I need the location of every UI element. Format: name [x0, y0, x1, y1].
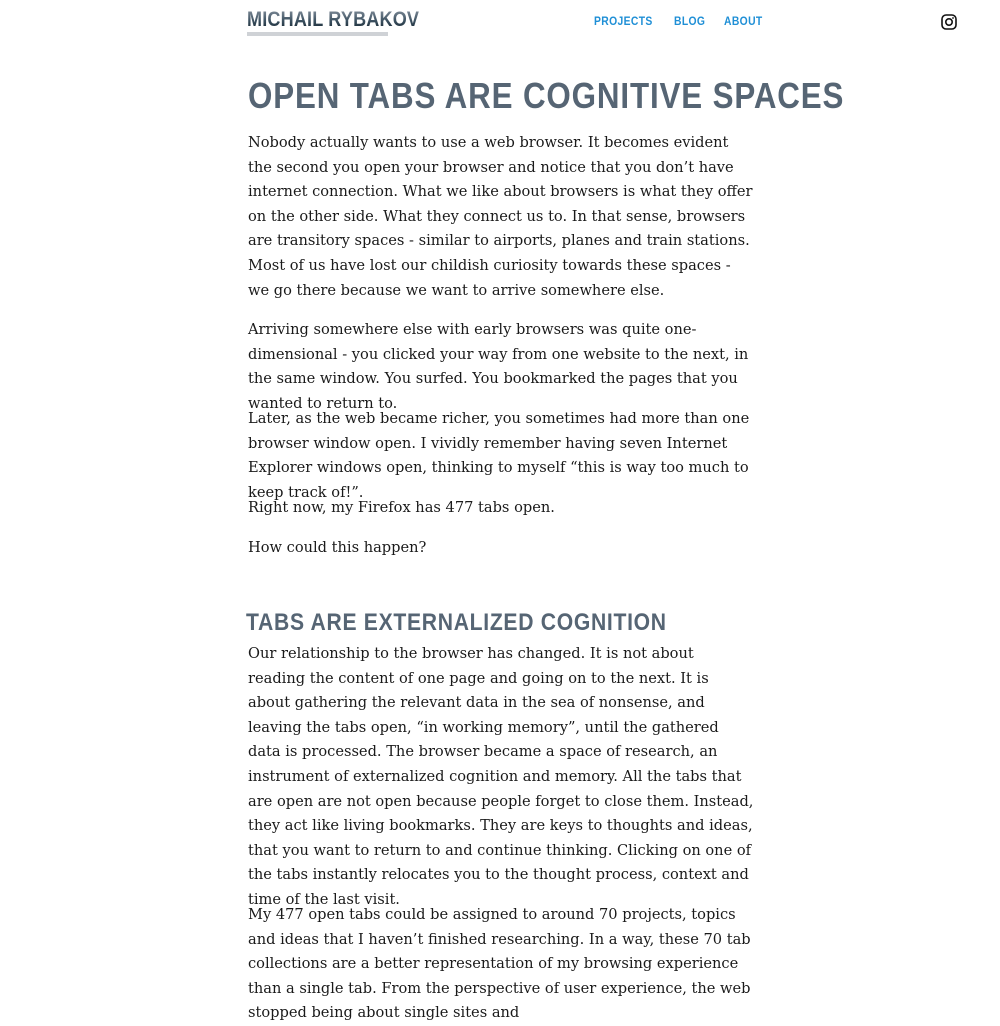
logo-underline — [247, 32, 388, 36]
article-content — [246, 70, 845, 1022]
section-heading: TABS ARE EXTERNALIZED COGNITION — [246, 609, 667, 636]
nav-link-about[interactable]: ABOUT — [724, 16, 763, 28]
section-paragraph: My 477 open tabs could be assigned to around 70 projects, topics and ideas that I haven’t finished researching. In a way, these 70 tab collections are a better representation of my browsing experience than a single tab. From the perspective of user experience, the web stopped being about single sites and — [248, 906, 751, 1022]
article-paragraph: How could this happen? — [248, 539, 427, 556]
article-paragraph: Arriving somewhere else with early browsers was quite one-dimensional - you clicked your way from one website to the next, in the same window. You surfed. You bookmarked the pages that you wanted to return to. — [248, 321, 749, 412]
nav-link-blog[interactable]: BLOG — [674, 16, 706, 28]
article-paragraph: Nobody actually wants to use a web browser. It becomes evident the second you open your browser and notice that you don’t have internet connection. What we like about browsers is what they offer on the other side. What they connect us to. In that sense, browsers are transitory spaces - similar to airports, planes and train stations. Most of us have lost our childish curiosity towards these spaces - we go there because we want to arrive somewhere else. — [248, 134, 753, 299]
page-title: OPEN TABS ARE COGNITIVE SPACES — [248, 75, 845, 116]
site-header — [0, 0, 1000, 50]
main-nav — [594, 16, 767, 28]
section-paragraph: Our relationship to the browser has changed. It is not about reading the content of one page and going on to the next. It is about gathering the relevant data in the sea of nonsense, and leaving the tabs open, “in working memory”, until the gathered data is processed. The browser became a space of research, an instrument of externalized cognition and memory. All the tabs that are open are not open because people forget to close them. Instead, they act like living bookmarks. They are keys to thoughts and ideas, that you want to return to and continue thinking. Clicking on one of the tabs instantly relocates you to the thought process, context and time of the last visit. — [248, 645, 754, 908]
nav-link-projects[interactable]: PROJECTS — [594, 16, 653, 28]
instagram-icon[interactable] — [941, 14, 957, 30]
article-paragraph: Later, as the web became richer, you sometimes had more than one browser window open. I vividly remember having seven Internet Explorer windows open, thinking to myself “this is way too much to keep track of!”. — [248, 410, 750, 501]
article-paragraph: Right now, my Firefox has 477 tabs open. — [248, 499, 555, 516]
site-logo[interactable]: MICHAIL RYBAKOV — [247, 8, 420, 31]
